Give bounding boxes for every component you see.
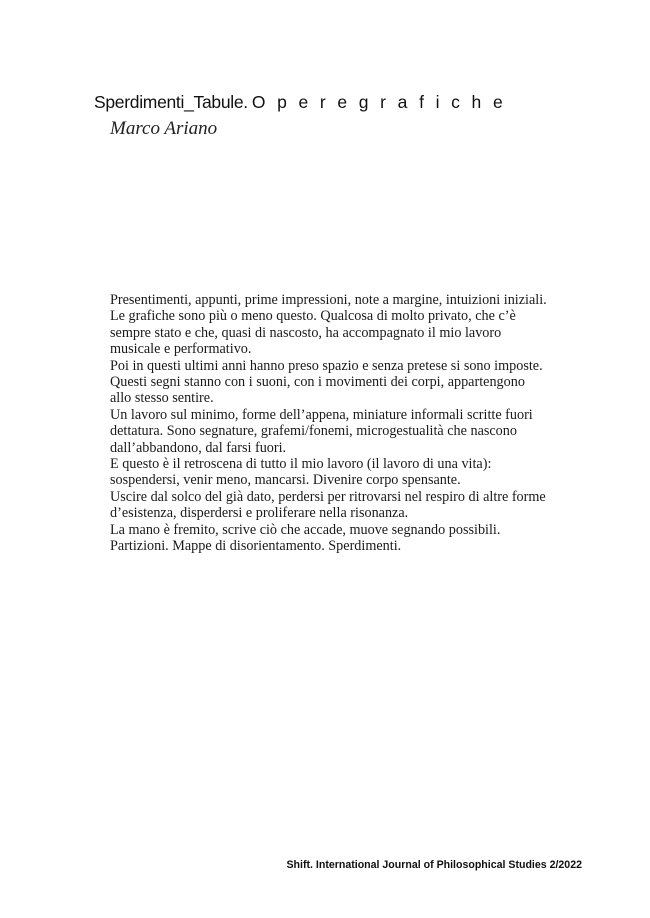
body-line: La mano è fremito, scrive ciò che accade, muove segnando possibili. — [110, 521, 501, 538]
body-line: Uscire dal solco del già dato, perdersi per ritrovarsi nel respiro di altre forme — [110, 488, 546, 505]
article-author: Marco Ariano — [110, 118, 218, 139]
article-body — [110, 292, 590, 555]
body-line: dall’abbandono, dal farsi fuori. — [110, 439, 287, 456]
title-main: Sperdimenti_Tabule. — [94, 92, 248, 112]
body-line: Un lavoro sul minimo, forme dell’appena, miniature informali scritte fuori — [110, 406, 533, 423]
body-line: d’esistenza, disperdersi e proliferare nella risonanza. — [110, 505, 409, 522]
body-line: Partizioni. Mappe di disorientamento. Sperdimenti. — [110, 538, 402, 555]
body-line: Le grafiche sono più o meno questo. Qualcosa di molto privato, che c’è — [110, 308, 516, 325]
body-line: allo stesso sentire. — [110, 390, 214, 407]
body-line: Poi in questi ultimi anni hanno preso spazio e senza pretese si sono imposte. — [110, 357, 543, 374]
article-title — [94, 92, 506, 113]
body-line: musicale e performativo. — [110, 341, 252, 358]
body-line: E questo è il retroscena di tutto il mio lavoro (il lavoro di una vita): — [110, 456, 492, 473]
body-line: sospendersi, venir meno, mancarsi. Divenire corpo spensante. — [110, 472, 461, 489]
journal-footer: Shift. International Journal of Philosophical Studies 2/2022 — [286, 859, 582, 871]
body-line: Questi segni stanno con i suoni, con i movimenti dei corpi, appartengono — [110, 374, 525, 391]
title-subtitle-spaced: O p e r e g r a f i c h e — [251, 92, 507, 112]
body-line: Presentimenti, appunti, prime impressioni, note a margine, intuizioni iniziali. — [110, 292, 547, 308]
body-line: sempre stato e che, quasi di nascosto, ha accompagnato il mio lavoro — [110, 324, 502, 341]
body-line: dettatura. Sono segnature, grafemi/fonemi, microgestualità che nascono — [110, 423, 517, 440]
